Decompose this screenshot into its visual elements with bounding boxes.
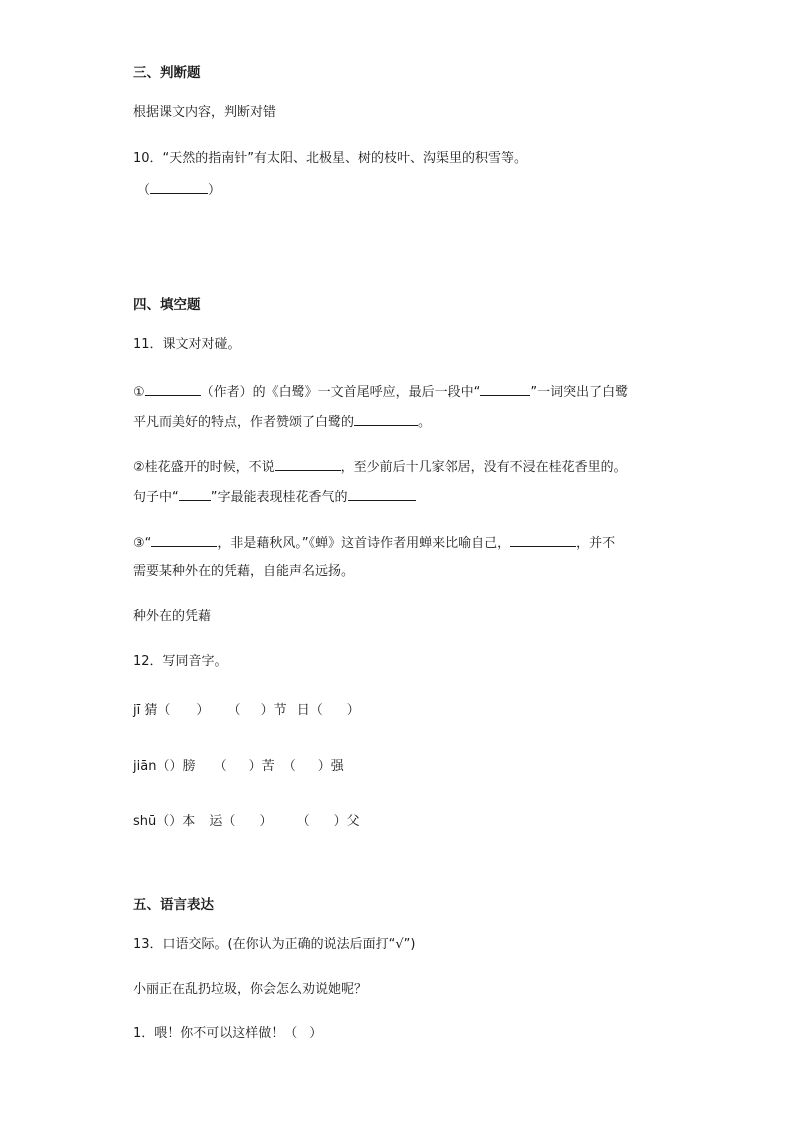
word-1-close: ） xyxy=(196,703,210,718)
question-11-item-2-line-1 xyxy=(133,456,627,478)
question-11-item-1-line-2 xyxy=(133,411,431,433)
text-segment: ，并不 xyxy=(576,536,616,551)
question-10-answer xyxy=(137,179,221,201)
question-11-item-1-line-1 xyxy=(133,381,628,403)
word-1: （）膀 xyxy=(156,759,196,774)
word-2: ）节 xyxy=(260,703,287,718)
question-13-option-1 xyxy=(133,1024,322,1044)
question-11-title: 11．课文对对碰。 xyxy=(133,337,241,352)
text-segment: ③“ xyxy=(133,536,152,551)
text-segment: ②桂花盛开的时候，不说 xyxy=(133,460,275,475)
text-segment: 平凡而美好的特点，作者赞颂了白鹭的 xyxy=(133,415,355,430)
question-13-title: 13．口语交际。(在你认为正确的说法后面打“√”) xyxy=(133,937,416,952)
question-11-item-2-line-2 xyxy=(133,486,416,508)
word-3-open: （ xyxy=(296,814,310,829)
section-4-title: 四、填空题 xyxy=(133,297,201,313)
question-13-prompt: 小丽正在乱扔垃圾，你会怎么劝说她呢？ xyxy=(133,982,368,997)
word-1: （）本 xyxy=(156,814,196,829)
option-text: 1．喂！你不可以这样做！（ xyxy=(133,1026,298,1041)
text-segment: ，非是藉秋风。”《蝉》这首诗作者用蝉来比喻自己， xyxy=(217,536,511,551)
item-marker: ① xyxy=(133,385,145,400)
word-1: 猜（ xyxy=(144,703,171,718)
homophone-row-ji xyxy=(133,701,360,721)
question-10: 10．“天然的指南针”有太阳、北极星、树的枝叶、沟渠里的积雪等。 xyxy=(133,151,528,166)
word-3-close: ） xyxy=(346,703,360,718)
word-3: ）父 xyxy=(333,814,360,829)
close-paren: ） xyxy=(208,183,222,198)
word-2: 运（ xyxy=(209,814,236,829)
text-segment: （作者）的《白鹭》一文首尾呼应，最后一段中“ xyxy=(200,385,481,400)
text-segment: ”字最能表现桂花香气的 xyxy=(210,490,348,505)
char-blank[interactable] xyxy=(179,486,211,501)
text-segment: 句子中“ xyxy=(133,490,179,505)
section-5-title: 五、语言表达 xyxy=(133,897,214,913)
word-2: ）苦 xyxy=(248,759,275,774)
question-11-extra-text: 种外在的凭藉 xyxy=(133,609,212,624)
metaphor-blank[interactable] xyxy=(510,532,576,547)
praise-blank[interactable] xyxy=(354,411,418,426)
text-segment: ”一词突出了白鹭 xyxy=(530,385,629,400)
author-blank[interactable] xyxy=(145,381,201,396)
pinyin: jiān xyxy=(133,759,157,774)
homophone-row-shu xyxy=(133,812,360,832)
question-11-item-3-line-1 xyxy=(133,532,615,554)
poem-line-blank[interactable] xyxy=(151,532,217,547)
section-3-instruction: 根据课文内容，判断对错 xyxy=(133,105,277,120)
pinyin: jī xyxy=(133,703,141,718)
word-2-open: （ xyxy=(227,703,241,718)
answer-blank[interactable] xyxy=(150,179,208,194)
question-11-item-3-line-2: 需要某种外在的凭藉，自能声名远扬。 xyxy=(133,564,355,579)
text-segment: ，至少前后十几家邻居，没有不浸在桂花香里的。 xyxy=(340,460,627,475)
word-3: 日（ xyxy=(296,703,323,718)
word-2-open: （ xyxy=(213,759,227,774)
word-3-open: （ xyxy=(282,759,296,774)
pinyin: shū xyxy=(133,814,157,829)
open-paren: （ xyxy=(137,183,151,198)
homophone-row-jian xyxy=(133,757,344,777)
question-12-title: 12．写同音字。 xyxy=(133,654,228,669)
quote-blank[interactable] xyxy=(275,456,341,471)
fragrance-blank[interactable] xyxy=(348,486,416,501)
word-3: ）强 xyxy=(317,759,344,774)
section-3-title: 三、判断题 xyxy=(133,65,201,81)
text-segment: 。 xyxy=(418,415,432,430)
option-close: ） xyxy=(309,1026,323,1041)
word-blank[interactable] xyxy=(480,381,530,396)
word-2-close: ） xyxy=(259,814,273,829)
